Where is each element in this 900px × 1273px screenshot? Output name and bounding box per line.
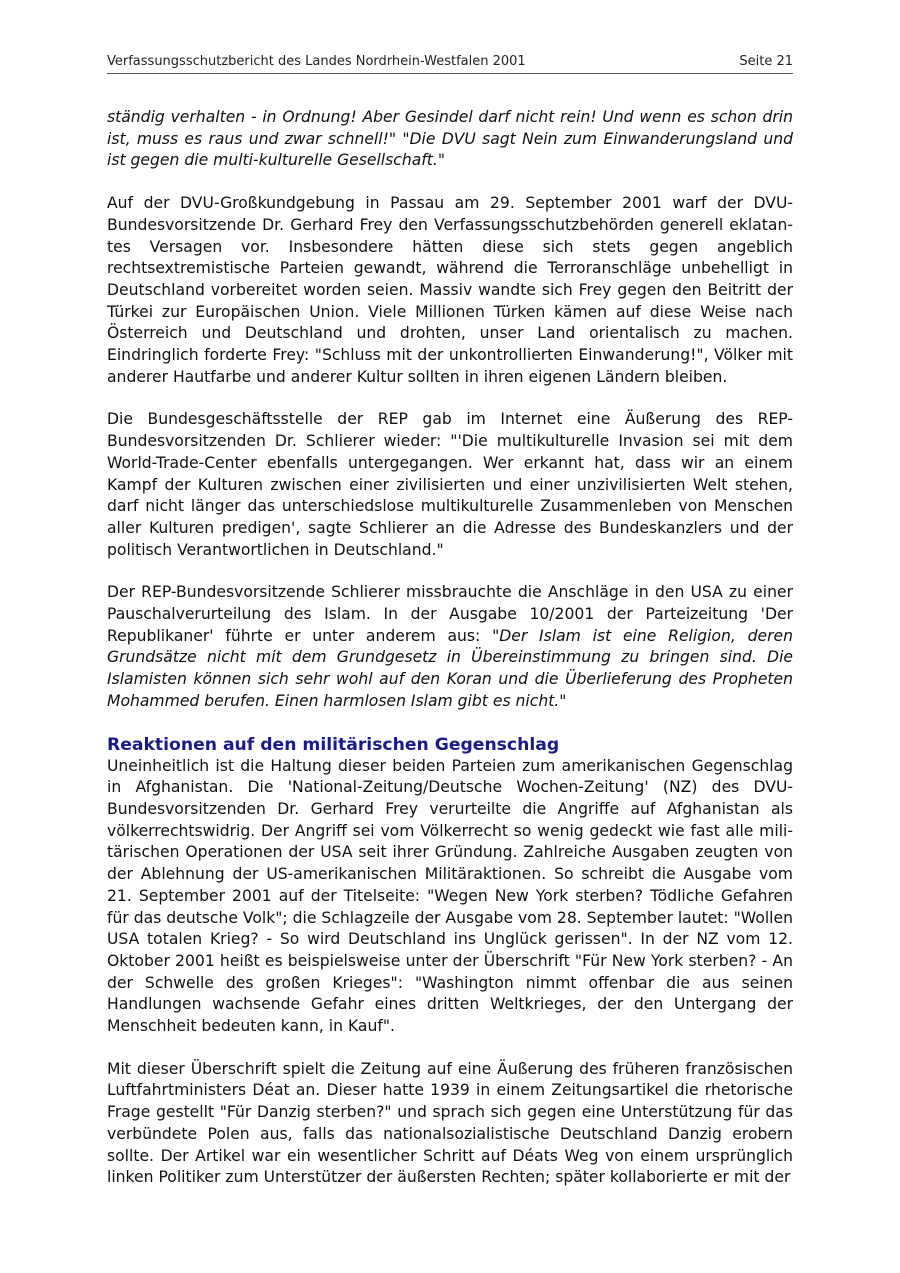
page-number: Seite 21 (739, 54, 793, 69)
quote-italic-b: Die DVU sagt Nein zum Einwanderungsland und ist gegen die multi-kulturelle Gesellschaft. (107, 129, 793, 170)
page-header (107, 53, 793, 74)
paragraph-quote-continuation (107, 107, 793, 172)
islam-quote-end: " (559, 691, 567, 710)
paragraph-deat-reference: Mit dieser Überschrift spielt die Zeitung auf eine Äußerung des früheren französischen Luftfahrtministers Déat an. Dieser hatte 1939 in einem Zeitungsartikel die rhetorische Frage gestellt "Für Danzig sterben?" und sprach sich gegen eine Unterstützung für das verbündete Polen aus, falls das nationalsozialistische Deutschland Danzig erobern sollte. Der Artikel war ein wesentlicher Schritt auf Déats Weg von einem ursprünglich linken Politiker zum Unterstützer der äußersten Rechten; später kollaborierte er mit der (107, 1059, 793, 1187)
section-heading: Reaktionen auf den militärischen Gegenschlag (107, 734, 560, 755)
paragraph-dvu-rally: Auf der DVU-Großkundgebung in Passau am 29. September 2001 warf der DVU-Bundesvorsitzende Dr. Gerhard Frey den Verfassungsschutzbehörden generell eklatantes Versagen vor. Insbesondere hätten diese sich stets gegen angeblich rechtsextremistische Parteien gewandt, während die Terroranschläge unbehelligt in Deutschland vorbereitet worden seien. Massiv wandte sich Frey gegen den Beitritt der Türkei zur Europäischen Union. Viele Millionen Türken kämen auf diese Weise nach Österreich und Deutschland und drohten, unser Land orientalisch zu machen. Eindringlich forderte Frey: "Schluss mit der unkontrollierten Einwanderung!", Völker mit anderer Hautfarbe und anderer Kultur sollten in ihren eigenen Ländern bleiben. (107, 194, 793, 386)
islam-intro: Der REP-Bundesvorsitzende Schlierer missbrauchte die Anschläge in den USA zu einer Pauschalverurteilung des Islam. In der Ausgabe 10/2001 der Parteizeitung 'Der Republikaner' führte er unter anderem aus: " (107, 583, 793, 645)
quote-separator: " " (388, 129, 410, 148)
quote-end: " (437, 151, 446, 170)
document-body (107, 107, 793, 1189)
header-title: Verfassungsschutzbericht des Landes Nordrhein-Westfalen 2001 (107, 54, 526, 69)
paragraph-rep-islam (107, 582, 793, 712)
paragraph-rep-statement: Die Bundesgeschäftsstelle der REP gab im Internet eine Äußerung des REP-Bundesvorsitzenden Dr. Schlierer wieder: "'Die multikulturelle Invasion sei mit dem World-Trade-Center ebenfalls untergegangen. Wer erkannt hat, dass wir an einem Kampf der Kulturen zwischen einer zivilisierten und einer unzivilisierten Welt stehen, darf nicht länger das unterschiedslose multikulturelle Zusammenleben von Menschen aller Kulturen predigen', sagte Schlierer an die Adresse des Bundeskanzlers und der politisch Verantwortlichen in Deutschland." (107, 410, 793, 559)
paragraph-military-reaction: Uneinheitlich ist die Haltung dieser beiden Parteien zum amerikanischen Gegenschlag in Afghanistan. Die 'National-Zeitung/Deutsche Wochen-Zeitung' (NZ) des DVU-Bundesvorsitzenden Dr. Gerhard Frey verurteilte die Angriffe auf Afghanistan als völkerrechtswidrig. Der Angriff sei vom Völkerrecht so wenig gedeckt wie fast alle militärischen Operationen der USA seit ihrer Gründung. Zahlreiche Ausgaben zeugten von der Ablehnung der US-amerikanischen Militäraktionen. So schreibt die Ausgabe vom 21. September 2001 auf der Titelseite: "Wegen New York sterben? Tödliche Gefahren für das deutsche Volk"; die Schlagzeile der Ausgabe vom 28. September lautet: "Wollen USA totalen Krieg? - So wird Deutschland ins Unglück gerissen". In der NZ vom 12. Oktober 2001 heißt es beispielsweise unter der Überschrift "Für New York sterben? - An der Schwelle des großen Krieges": "Washington nimmt offenbar die aus seinen Handlungen wachsende Gefahr eines dritten Weltkrieges, der den Untergang der Menschheit bedeuten kann, in Kauf". (107, 756, 793, 1036)
quote-italic-a: ständig verhalten - in Ordnung! Aber Gesindel darf nicht rein! Und wenn es schon drin ist, muss es raus und zwar schnell! (107, 108, 793, 148)
islam-quote: Der Islam ist eine Religion, deren Grundsätze nicht mit dem Grundgesetz in Übereinstimmung zu bringen sind. Die Islamisten können sich sehr wohl auf den Koran und die Überlieferung des Propheten Mohammed berufen. Einen harmlosen Islam gibt es nicht. (107, 626, 793, 710)
